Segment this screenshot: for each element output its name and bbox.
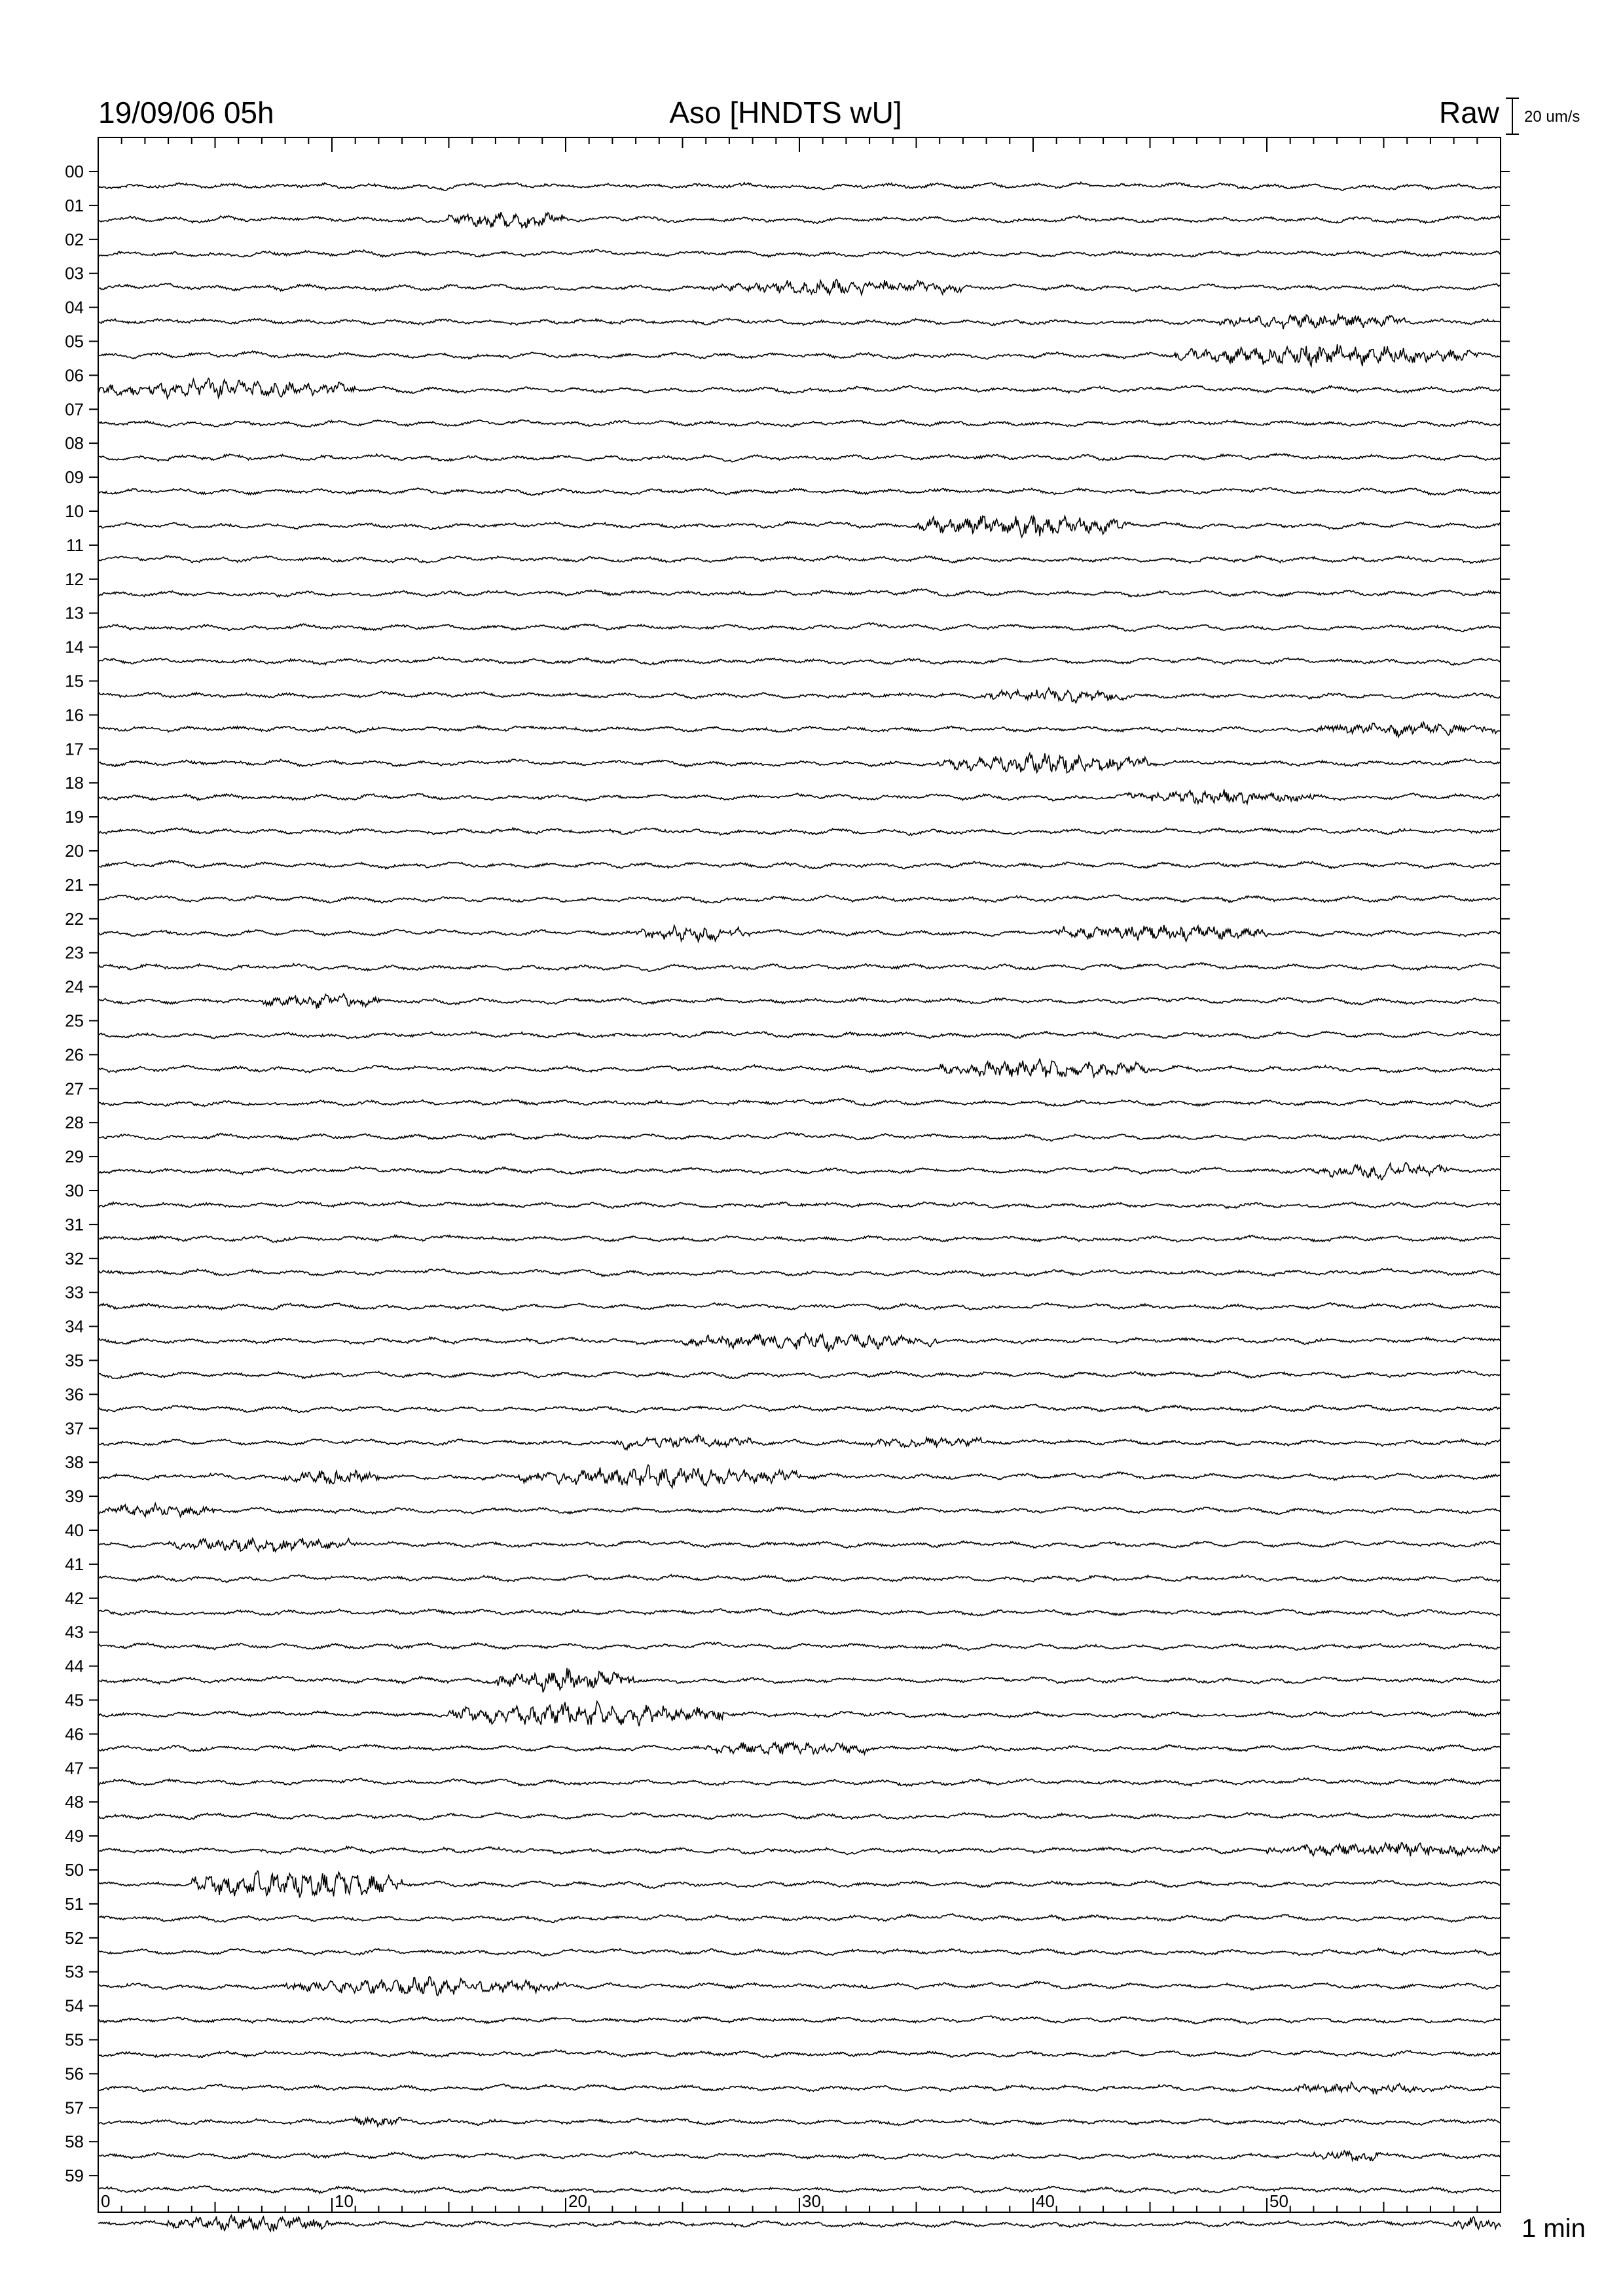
trace-line xyxy=(98,1404,1501,1412)
row-label: 30 xyxy=(65,1181,84,1200)
row-label: 35 xyxy=(65,1350,84,1371)
header-station-title: Aso [HNDTS wU] xyxy=(669,96,902,130)
trace-line xyxy=(98,1813,1501,1820)
row-label: 33 xyxy=(65,1282,84,1302)
trace-line xyxy=(98,722,1501,737)
trace-line xyxy=(98,1503,1501,1517)
row-label: 24 xyxy=(65,977,84,997)
x-tick-label: 0 xyxy=(101,2191,111,2211)
trace-line xyxy=(98,925,1501,942)
trace-line xyxy=(98,2151,1501,2161)
trace-line xyxy=(98,1058,1501,1077)
trace-line xyxy=(98,1914,1501,1923)
row-label: 25 xyxy=(65,1011,84,1031)
trace-line xyxy=(98,1742,1501,1754)
trace-line xyxy=(98,2117,1501,2126)
trace-line xyxy=(98,753,1501,773)
trace-line xyxy=(98,1843,1501,1857)
row-label: 34 xyxy=(65,1316,84,1336)
amplitude-scale-label: 20 um/s xyxy=(1524,108,1580,126)
row-label: 47 xyxy=(65,1758,84,1778)
trace-line xyxy=(98,1668,1501,1693)
trace-line xyxy=(98,1099,1501,1107)
row-label: 50 xyxy=(65,1860,84,1880)
row-label: 16 xyxy=(65,705,84,725)
trace-line xyxy=(98,1702,1501,1727)
trace-line xyxy=(98,1268,1501,1276)
trace-line xyxy=(98,2082,1501,2094)
trace-line xyxy=(98,623,1501,632)
trace-line xyxy=(98,1302,1501,1310)
x-tick-label: 30 xyxy=(802,2191,821,2211)
row-label: 18 xyxy=(65,773,84,793)
row-label: 15 xyxy=(65,671,84,691)
trace-line xyxy=(98,1031,1501,1039)
row-label: 51 xyxy=(65,1893,84,1914)
row-label: 28 xyxy=(65,1113,84,1133)
trace-line xyxy=(98,994,1501,1009)
trace-line xyxy=(98,279,1501,295)
trace-line xyxy=(98,1778,1501,1786)
amplitude-scale-bar xyxy=(1506,98,1519,134)
row-label: 13 xyxy=(65,603,84,623)
row-label: 17 xyxy=(65,739,84,759)
row-label: 05 xyxy=(65,331,84,351)
row-label: 11 xyxy=(66,535,84,555)
trace-line xyxy=(98,589,1501,597)
row-label: 43 xyxy=(65,1622,84,1642)
row-label: 26 xyxy=(65,1045,84,1065)
trace-line xyxy=(98,420,1501,427)
trace-line xyxy=(98,516,1501,537)
row-label: 58 xyxy=(65,2132,84,2152)
row-label: 59 xyxy=(65,2166,84,2186)
x-tick-label: 10 xyxy=(335,2191,354,2211)
row-label: 32 xyxy=(65,1248,84,1268)
row-label: 02 xyxy=(65,229,84,249)
row-label: 10 xyxy=(65,501,84,521)
x-tick-label: 40 xyxy=(1036,2191,1055,2211)
row-label: 39 xyxy=(65,1486,84,1507)
trace-line xyxy=(98,314,1501,329)
x-tick-label: 20 xyxy=(568,2191,587,2211)
row-label: 03 xyxy=(65,263,84,283)
trace-line xyxy=(98,2215,1501,2232)
row-label: 52 xyxy=(65,1928,84,1948)
trace-line xyxy=(98,688,1501,703)
row-label: 57 xyxy=(65,2098,84,2118)
trace-line xyxy=(98,1163,1501,1180)
x-tick-label: 50 xyxy=(1269,2191,1288,2211)
row-label: 54 xyxy=(65,1996,84,2016)
row-label: 06 xyxy=(65,365,84,386)
row-label: 36 xyxy=(65,1384,84,1405)
row-label: 07 xyxy=(65,399,84,420)
axis-ticks xyxy=(89,137,1510,2212)
trace-line xyxy=(98,828,1501,836)
trace-line xyxy=(98,1201,1501,1208)
row-label: 08 xyxy=(65,433,84,454)
trace-line xyxy=(98,2050,1501,2058)
trace-line xyxy=(98,344,1501,367)
row-label: 56 xyxy=(65,2064,84,2084)
row-label: 41 xyxy=(65,1554,84,1574)
row-label: 21 xyxy=(65,874,84,895)
row-label: 40 xyxy=(65,1520,84,1540)
row-label: 29 xyxy=(65,1147,84,1167)
row-label: 22 xyxy=(65,908,84,929)
row-label: 01 xyxy=(65,195,84,215)
trace-line xyxy=(98,657,1501,666)
trace-line xyxy=(98,1609,1501,1617)
trace-line xyxy=(98,963,1501,972)
trace-line xyxy=(98,861,1501,869)
row-label: 42 xyxy=(65,1588,84,1608)
plot-frame xyxy=(98,137,1501,2212)
trace-line xyxy=(98,1977,1501,1996)
header-datetime: 19/09/06 05h xyxy=(98,96,274,130)
row-label: 44 xyxy=(65,1656,84,1676)
trace-line xyxy=(98,1538,1501,1552)
row-labels xyxy=(65,162,1288,2211)
trace-line xyxy=(98,1435,1501,1450)
time-unit-label: 1 min xyxy=(1522,2214,1586,2243)
row-label: 00 xyxy=(65,162,84,181)
header-mode: Raw xyxy=(1438,96,1499,130)
trace-line xyxy=(98,556,1501,564)
row-label: 37 xyxy=(65,1418,84,1439)
row-label: 19 xyxy=(65,807,84,827)
trace-line xyxy=(98,182,1501,190)
trace-line xyxy=(98,488,1501,495)
row-label: 53 xyxy=(65,1962,84,1982)
row-label: 45 xyxy=(65,1690,84,1710)
trace-line xyxy=(98,895,1501,903)
row-label: 04 xyxy=(65,297,84,317)
row-label: 46 xyxy=(65,1724,84,1744)
row-label: 12 xyxy=(65,569,84,589)
trace-line xyxy=(98,378,1501,399)
row-label: 14 xyxy=(65,637,84,657)
row-label: 20 xyxy=(65,841,84,861)
trace-line xyxy=(98,2016,1501,2024)
row-label: 09 xyxy=(65,467,84,488)
row-label: 48 xyxy=(65,1792,84,1812)
row-label: 55 xyxy=(65,2030,84,2050)
row-label: 49 xyxy=(65,1826,84,1846)
trace-line xyxy=(98,212,1501,228)
trace-line xyxy=(98,1132,1501,1141)
row-label: 38 xyxy=(65,1452,84,1473)
trace-line xyxy=(98,1333,1501,1351)
trace-line xyxy=(98,454,1501,462)
trace-line xyxy=(98,1371,1501,1378)
trace-line xyxy=(98,1465,1501,1488)
row-label: 31 xyxy=(65,1214,84,1234)
trace-line xyxy=(98,249,1501,257)
trace-line xyxy=(98,1235,1501,1242)
trace-line xyxy=(98,789,1501,804)
seismic-traces xyxy=(98,182,1501,2231)
trace-line xyxy=(98,1948,1501,1956)
row-label: 23 xyxy=(65,942,84,963)
trace-line xyxy=(98,1642,1501,1650)
row-label: 27 xyxy=(65,1079,84,1099)
trace-line xyxy=(98,2186,1501,2194)
trace-line xyxy=(98,1871,1501,1898)
trace-line xyxy=(98,1575,1501,1583)
